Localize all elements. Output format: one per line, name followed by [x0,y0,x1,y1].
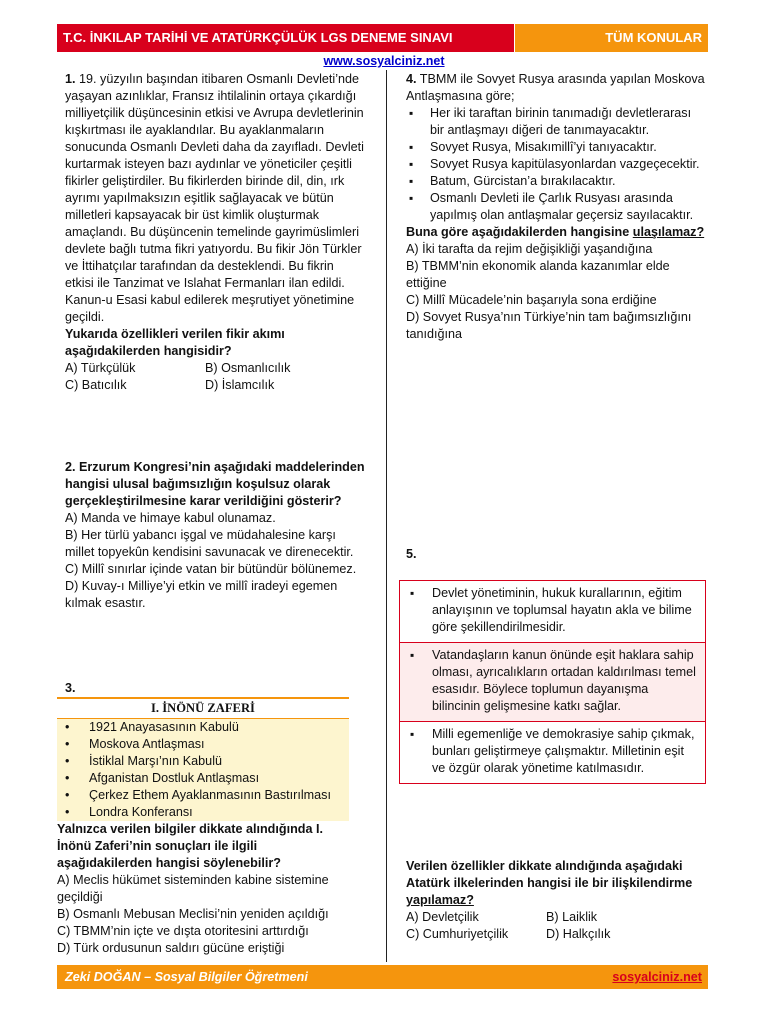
option-a[interactable]: A) İki tarafta da rejim değişikliği yaşandığına [406,242,653,256]
statement-box [400,721,705,783]
question-stem [406,224,706,241]
option-d[interactable]: D) Türk ordusunun saldırı gücüne eriştiği [57,941,285,955]
topic-box-title: I. İNÖNÜ ZAFERİ [57,697,349,719]
question-number: 1. [65,72,76,86]
question-2 [65,459,365,612]
question-4 [406,71,706,343]
question-stem-emphasis: yapılamaz? [406,893,474,907]
list-item: • Londra Konferansı [57,804,349,821]
question-stem: Yalnızca verilen bilgiler dikkate alındığında I. İnönü Zaferi’nin sonuçları ile ilgili aşağıdakilerden hangisi söylenebilir? [57,822,323,870]
options-row [406,926,706,943]
statement-text: ▪ Milli egemenliğe ve demokrasiye sahip çıkmak, bunları geliştirmeye çalışmaktır. Milletinin eşit ve özgür olarak yönetime katılmasıdır. [408,726,697,777]
option-b[interactable]: B) TBMM’nin ekonomik alanda kazanımlar elde ettiğine [406,259,670,290]
list-item: • Afganistan Dostluk Antlaşması [57,770,349,787]
list-item: ▪ Sovyet Rusya, Misakımillî’yi tanıyacaktır. [406,139,706,156]
question-stem: 2. Erzurum Kongresi’nin aşağıdaki maddelerinden hangisi ulusal bağımsızlığın koşulsuz olarak gerçekleştirilmesine karar verildiğini gösterir? [65,460,365,508]
question-intro: TBMM ile Sovyet Rusya arasında yapılan Moskova Antlaşmasına göre; [406,72,705,103]
question-number: 3. [65,681,76,695]
option-c[interactable]: C) TBMM’nin içte ve dışta otoritesini arttırdığı [57,924,309,938]
list-item: ▪ Osmanlı Devleti ile Çarlık Rusyası arasında yapılmış olan antlaşmalar geçersiz sayılacaktır. [406,190,706,224]
option-d[interactable]: D) Kuvay-ı Milliye’yi etkin ve millî iradeyi egemen kılmak esastır. [65,579,338,610]
list-item: • Moskova Antlaşması [57,736,349,753]
options-row [65,360,365,377]
statement-text: ▪ Devlet yönetiminin, hukuk kurallarının, eğitim anlayışının ve toplumsal hayatın akla ve bilime göre şekillendirilmesidir. [408,585,697,636]
option-c[interactable]: C) Millî Mücadele’nin başarıyla sona erdiğine [406,293,657,307]
list-item: • 1921 Anayasasının Kabulü [57,719,349,736]
option-b[interactable]: B) Her türlü yabancı işgal ve müdahalesine karşı millet topyekûn kendisini savunacak ve direnecektir. [65,528,354,559]
list-item: • Çerkez Ethem Ayaklanmasının Bastırılması [57,787,349,804]
list-item: ▪ Sovyet Rusya kapitülasyonlardan vazgeçecektir. [406,156,706,173]
header-bar [57,24,708,52]
option-a[interactable]: A) Meclis hükümet sisteminden kabine sistemine geçildiği [57,873,329,904]
option-d[interactable]: D) İslamcılık [205,378,275,392]
article-list [406,105,706,224]
list-item: • İstiklal Marşı’nın Kabulü [57,753,349,770]
option-b[interactable]: B) Laiklik [546,910,598,924]
footer-site-link[interactable]: sosyalciniz.net [612,970,702,984]
option-d[interactable]: D) Sovyet Rusya’nın Türkiye’nin tam bağımsızlığını tanıdığına [406,310,692,341]
statement-box [400,642,705,721]
options-row [65,377,365,394]
question-stem [406,858,706,909]
statement-boxes [399,580,706,784]
option-a[interactable]: A) Türkçülük [65,361,136,375]
option-a[interactable]: A) Manda ve himaye kabul olunamaz. [65,511,276,525]
topic-list [57,719,349,821]
question-1 [65,71,365,394]
options-row [406,909,706,926]
question-stem: Yukarıda özellikleri verilen fikir akımı aşağıdakilerden hangisidir? [65,327,285,358]
website-link[interactable]: www.sosyalciniz.net [323,54,445,68]
option-c[interactable]: C) Batıcılık [65,378,127,392]
question-stem-text: Verilen özellikler dikkate alındığında aşağıdaki Atatürk ilkelerinden hangisi ile bir ilişkilendirme [406,859,693,890]
question-5 [406,546,706,563]
option-b[interactable]: B) Osmanlıcılık [205,361,291,375]
option-c[interactable]: C) Millî sınırlar içinde vatan bir bütündür bölünemez. [65,562,357,576]
statement-box [400,581,705,642]
column-divider [386,70,387,962]
question-stem-emphasis: ulaşılamaz? [632,225,705,239]
topic-box [57,697,349,957]
question-5-stem [406,858,706,943]
option-a[interactable]: A) Devletçilik [406,910,479,924]
question-stem-text: Buna göre aşağıdakilerden hangisine [406,225,630,239]
option-c[interactable]: C) Cumhuriyetçilik [406,927,509,941]
exam-topic: TÜM KONULAR [515,24,708,52]
statement-text: ▪ Vatandaşların kanun önünde eşit haklara sahip olması, ayrıcalıkların ortadan kaldırılması temel esasıdır. Böylece toplumun dayanışma bilincinin gelişmesine katkı sağlar. [408,647,697,715]
list-item: ▪ Her iki taraftan birinin tanımadığı devletlerarası bir antlaşmayı diğeri de tanımayacaktır. [406,105,706,139]
exam-title: T.C. İNKILAP TARİHİ VE ATATÜRKÇÜLÜK LGS DENEME SINAVI [57,24,514,52]
footer-bar [57,965,708,989]
question-text: 19. yüzyılın başından itibaren Osmanlı Devleti’nde yaşayan azınlıklar, Fransız ihtilalinin ortaya çıkardığı milliyetçilik düşüncesinin etkisi ve Avrupa devletlerinin kışkırtması ile ayaklandılar. Bu ayaklanmaların sonucunda Osmanlı Devleti daha da zayıfladı. Devleti kurtarmak isteyen bazı aydınlar ve yöneticiler çeşitli fikirler geliştirdiler. Bu fikirlerden birinde dil, din, ırk ayrımı yapılmaksızın eşitlik sağlayacak ve bütün milletleri kapsayacak bir üst kimlik oluşturmak amaçlandı. Bu düşüncenin temelinde gayrimüslimleri devlete bağlı tutma fikri yatıyordu. Bu fikir Jön Türkler ve İttihatçılar tarafından da desteklendi. Bu fikrin etkisi ile Tanzimat ve Islahat Fermanları ilan edildi. Kanun-u Esasi kabul edilerek meşrutiyet yönetimine geçildi. [65,72,364,324]
option-b[interactable]: B) Osmanlı Mebusan Meclisi’nin yeniden açıldığı [57,907,329,921]
question-3 [65,680,365,697]
question-number: 5. [406,547,417,561]
list-item: ▪ Batum, Gürcistan’a bırakılacaktır. [406,173,706,190]
footer-author: Zeki DOĞAN – Sosyal Bilgiler Öğretmeni [65,970,308,984]
question-number: 4. [406,72,417,86]
option-d[interactable]: D) Halkçılık [546,927,611,941]
